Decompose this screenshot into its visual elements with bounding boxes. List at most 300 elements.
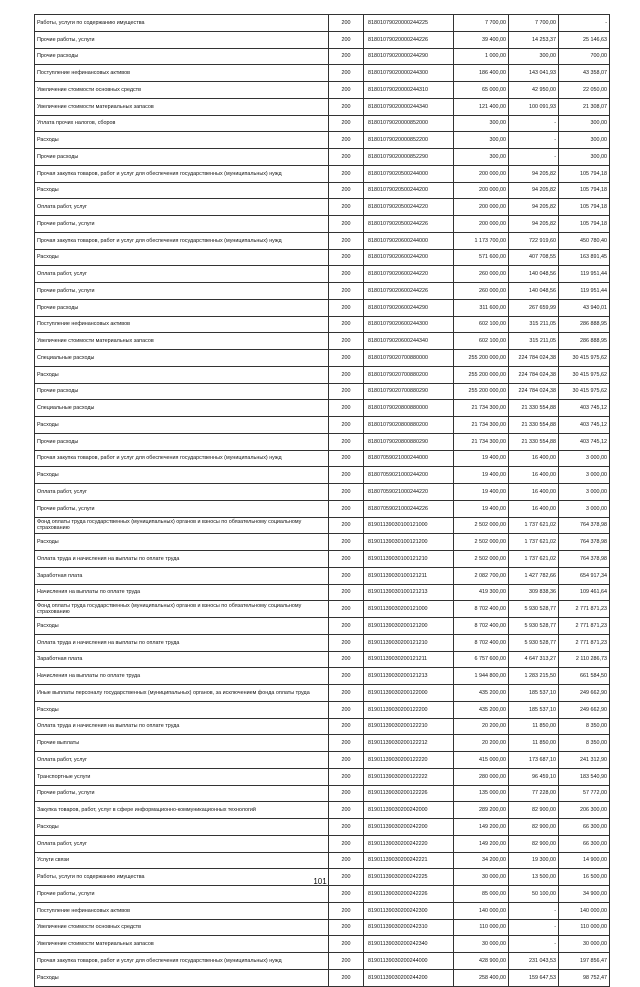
executed-amount-cell: 1 427 782,66 (509, 567, 559, 584)
unexecuted-amount-cell: 764 378,98 (559, 551, 610, 568)
unexecuted-amount-cell: 241 312,90 (559, 752, 610, 769)
row-name-cell: Услуги связи (35, 852, 329, 869)
row-name-cell: Прочие работы, услуги (35, 283, 329, 300)
table-row (35, 852, 610, 869)
approved-amount-cell: 415 000,00 (454, 752, 509, 769)
row-name-cell: Транспортные услуги (35, 768, 329, 785)
approved-amount-cell: 34 200,00 (454, 852, 509, 869)
row-name-cell: Работы, услуги по содержанию имущества (35, 15, 329, 32)
unexecuted-amount-cell: 3 000,00 (559, 467, 610, 484)
line-code-cell: 200 (329, 651, 364, 668)
line-code-cell: 200 (329, 199, 364, 216)
budget-code-cell: 81807059021000244200 (364, 467, 454, 484)
table-row (35, 283, 610, 300)
report-table-body (35, 15, 610, 987)
table-row (35, 500, 610, 517)
executed-amount-cell: 11 850,00 (509, 718, 559, 735)
budget-code-cell: 81901139030200242310 (364, 919, 454, 936)
approved-amount-cell: 435 200,00 (454, 685, 509, 702)
table-row (35, 886, 610, 903)
line-code-cell: 200 (329, 634, 364, 651)
approved-amount-cell: 255 200 000,00 (454, 383, 509, 400)
executed-amount-cell: 94 205,82 (509, 182, 559, 199)
row-name-cell: Поступление нефинансовых активов (35, 902, 329, 919)
budget-code-cell: 81801079020000244290 (364, 48, 454, 65)
executed-amount-cell: 16 400,00 (509, 484, 559, 501)
row-name-cell: Оплата работ, услуг (35, 266, 329, 283)
approved-amount-cell: 21 734 300,00 (454, 417, 509, 434)
unexecuted-amount-cell: 16 500,00 (559, 869, 610, 886)
line-code-cell: 200 (329, 567, 364, 584)
table-row (35, 65, 610, 82)
budget-code-cell: 81801079020800880200 (364, 417, 454, 434)
unexecuted-amount-cell: 30 000,00 (559, 936, 610, 953)
approved-amount-cell: 200 000,00 (454, 216, 509, 233)
table-row (35, 216, 610, 233)
table-row (35, 48, 610, 65)
budget-code-cell: 81901139030200242225 (364, 869, 454, 886)
table-row (35, 199, 610, 216)
budget-code-cell: 81901139030200244200 (364, 969, 454, 986)
approved-amount-cell: 2 502 000,00 (454, 517, 509, 534)
line-code-cell: 200 (329, 165, 364, 182)
line-code-cell: 200 (329, 350, 364, 367)
table-row (35, 835, 610, 852)
row-name-cell: Прочая закупка товаров, работ и услуг для обеспечения государственных (муниципальных) нужд (35, 165, 329, 182)
budget-code-cell: 81801079020600244220 (364, 266, 454, 283)
row-name-cell: Прочие работы, услуги (35, 785, 329, 802)
row-name-cell: Увеличение стоимости материальных запасов (35, 936, 329, 953)
budget-code-cell: 81901139030100121213 (364, 584, 454, 601)
row-name-cell: Начисления на выплаты по оплате труда (35, 584, 329, 601)
table-row (35, 785, 610, 802)
line-code-cell: 200 (329, 768, 364, 785)
line-code-cell: 200 (329, 835, 364, 852)
unexecuted-amount-cell: 43 358,07 (559, 65, 610, 82)
table-row (35, 819, 610, 836)
executed-amount-cell: - (509, 149, 559, 166)
budget-code-cell: 81801079020500244000 (364, 165, 454, 182)
unexecuted-amount-cell: 30 415 975,62 (559, 366, 610, 383)
unexecuted-amount-cell: 8 350,00 (559, 735, 610, 752)
executed-amount-cell: - (509, 115, 559, 132)
budget-code-cell: 81801079020500244220 (364, 199, 454, 216)
table-row (35, 232, 610, 249)
line-code-cell: 200 (329, 283, 364, 300)
row-name-cell: Специальные расходы (35, 350, 329, 367)
executed-amount-cell: 140 048,56 (509, 266, 559, 283)
line-code-cell: 200 (329, 400, 364, 417)
budget-code-cell: 81901139030200242000 (364, 802, 454, 819)
line-code-cell: 200 (329, 902, 364, 919)
approved-amount-cell: 19 400,00 (454, 467, 509, 484)
approved-amount-cell: 2 502 000,00 (454, 551, 509, 568)
budget-code-cell: 81801079020000852000 (364, 115, 454, 132)
table-row (35, 517, 610, 534)
approved-amount-cell: 65 000,00 (454, 82, 509, 99)
table-row (35, 752, 610, 769)
budget-code-cell: 81901139030200121211 (364, 651, 454, 668)
table-row (35, 266, 610, 283)
executed-amount-cell: - (509, 919, 559, 936)
approved-amount-cell: 435 200,00 (454, 701, 509, 718)
table-row (35, 802, 610, 819)
line-code-cell: 200 (329, 132, 364, 149)
approved-amount-cell: 20 200,00 (454, 718, 509, 735)
approved-amount-cell: 1 000,00 (454, 48, 509, 65)
line-code-cell: 200 (329, 601, 364, 618)
unexecuted-amount-cell: 206 300,00 (559, 802, 610, 819)
table-row (35, 366, 610, 383)
approved-amount-cell: 149 200,00 (454, 819, 509, 836)
unexecuted-amount-cell: 450 780,40 (559, 232, 610, 249)
unexecuted-amount-cell: 300,00 (559, 149, 610, 166)
unexecuted-amount-cell: 3 000,00 (559, 500, 610, 517)
approved-amount-cell: 280 000,00 (454, 768, 509, 785)
row-name-cell: Работы, услуги по содержанию имущества (35, 869, 329, 886)
budget-code-cell: 81901139030100121211 (364, 567, 454, 584)
unexecuted-amount-cell: 21 308,07 (559, 98, 610, 115)
row-name-cell: Прочие работы, услуги (35, 216, 329, 233)
table-row (35, 149, 610, 166)
approved-amount-cell: 428 900,00 (454, 953, 509, 970)
executed-amount-cell: 231 043,53 (509, 953, 559, 970)
row-name-cell: Расходы (35, 969, 329, 986)
executed-amount-cell: 1 737 621,02 (509, 517, 559, 534)
page-number: 101 (313, 877, 327, 886)
row-name-cell: Фонд оплаты труда государственных (муниципальных) органов и взносы по обязательному социальному страхованию (35, 517, 329, 534)
budget-code-cell: 81901139030200244000 (364, 953, 454, 970)
table-row (35, 400, 610, 417)
table-row (35, 115, 610, 132)
table-row (35, 668, 610, 685)
line-code-cell: 200 (329, 467, 364, 484)
line-code-cell: 200 (329, 819, 364, 836)
executed-amount-cell: 224 784 024,38 (509, 350, 559, 367)
executed-amount-cell: 407 708,55 (509, 249, 559, 266)
unexecuted-amount-cell: 764 378,98 (559, 517, 610, 534)
approved-amount-cell: 121 400,00 (454, 98, 509, 115)
row-name-cell: Прочие работы, услуги (35, 886, 329, 903)
unexecuted-amount-cell: 249 662,90 (559, 701, 610, 718)
row-name-cell: Расходы (35, 819, 329, 836)
executed-amount-cell: 21 330 554,88 (509, 433, 559, 450)
executed-amount-cell: 300,00 (509, 48, 559, 65)
line-code-cell: 200 (329, 869, 364, 886)
budget-code-cell: 81801079020600244340 (364, 333, 454, 350)
executed-amount-cell: 224 784 024,38 (509, 366, 559, 383)
approved-amount-cell: 19 400,00 (454, 484, 509, 501)
executed-amount-cell: 140 048,56 (509, 283, 559, 300)
line-code-cell: 200 (329, 618, 364, 635)
row-name-cell: Уплата прочих налогов, сборов (35, 115, 329, 132)
budget-code-cell: 81901139030100121210 (364, 551, 454, 568)
table-row (35, 467, 610, 484)
line-code-cell: 200 (329, 299, 364, 316)
budget-code-cell: 81801079020000244340 (364, 98, 454, 115)
budget-code-cell: 81901139030200121213 (364, 668, 454, 685)
table-row (35, 701, 610, 718)
table-row (35, 383, 610, 400)
budget-code-cell: 81801079020600244290 (364, 299, 454, 316)
unexecuted-amount-cell: 66 300,00 (559, 819, 610, 836)
approved-amount-cell: 255 200 000,00 (454, 350, 509, 367)
row-name-cell: Расходы (35, 417, 329, 434)
line-code-cell: 200 (329, 333, 364, 350)
table-row (35, 768, 610, 785)
executed-amount-cell: 722 919,60 (509, 232, 559, 249)
row-name-cell: Оплата работ, услуг (35, 835, 329, 852)
budget-code-cell: 81901139030200121200 (364, 618, 454, 635)
line-code-cell: 200 (329, 584, 364, 601)
row-name-cell: Фонд оплаты труда государственных (муниципальных) органов и взносы по обязательному социальному страхованию (35, 601, 329, 618)
line-code-cell: 200 (329, 31, 364, 48)
unexecuted-amount-cell: 30 415 975,62 (559, 350, 610, 367)
executed-amount-cell: 100 091,93 (509, 98, 559, 115)
table-row (35, 551, 610, 568)
approved-amount-cell: 186 400,00 (454, 65, 509, 82)
line-code-cell: 200 (329, 450, 364, 467)
approved-amount-cell: 8 702 400,00 (454, 601, 509, 618)
approved-amount-cell: 110 000,00 (454, 919, 509, 936)
approved-amount-cell: 149 200,00 (454, 835, 509, 852)
unexecuted-amount-cell: 286 888,95 (559, 316, 610, 333)
budget-code-cell: 81801079020000244300 (364, 65, 454, 82)
row-name-cell: Расходы (35, 249, 329, 266)
unexecuted-amount-cell: 300,00 (559, 132, 610, 149)
executed-amount-cell: - (509, 936, 559, 953)
table-row (35, 618, 610, 635)
executed-amount-cell: 4 647 313,27 (509, 651, 559, 668)
line-code-cell: 200 (329, 15, 364, 32)
budget-code-cell: 81901139030200242200 (364, 819, 454, 836)
unexecuted-amount-cell: 2 110 286,73 (559, 651, 610, 668)
approved-amount-cell: 1 944 800,00 (454, 668, 509, 685)
unexecuted-amount-cell: 57 772,00 (559, 785, 610, 802)
approved-amount-cell: 419 300,00 (454, 584, 509, 601)
line-code-cell: 200 (329, 685, 364, 702)
expenditure-report-table (34, 14, 610, 987)
executed-amount-cell: 16 400,00 (509, 450, 559, 467)
executed-amount-cell: 143 041,93 (509, 65, 559, 82)
budget-code-cell: 81801079020700880200 (364, 366, 454, 383)
unexecuted-amount-cell: 197 856,47 (559, 953, 610, 970)
executed-amount-cell: 42 950,00 (509, 82, 559, 99)
executed-amount-cell: 16 400,00 (509, 467, 559, 484)
unexecuted-amount-cell: 119 951,44 (559, 283, 610, 300)
unexecuted-amount-cell: 764 378,98 (559, 534, 610, 551)
budget-code-cell: 81901139030200242220 (364, 835, 454, 852)
line-code-cell: 200 (329, 182, 364, 199)
budget-code-cell: 81801079020600244000 (364, 232, 454, 249)
unexecuted-amount-cell: 105 794,18 (559, 216, 610, 233)
line-code-cell: 200 (329, 701, 364, 718)
table-row (35, 567, 610, 584)
unexecuted-amount-cell: 403 745,12 (559, 400, 610, 417)
line-code-cell: 200 (329, 551, 364, 568)
table-row (35, 31, 610, 48)
approved-amount-cell: 311 600,00 (454, 299, 509, 316)
executed-amount-cell: 50 100,00 (509, 886, 559, 903)
table-row (35, 651, 610, 668)
row-name-cell: Расходы (35, 701, 329, 718)
table-row (35, 969, 610, 986)
table-row (35, 417, 610, 434)
row-name-cell: Прочая закупка товаров, работ и услуг для обеспечения государственных (муниципальных) нужд (35, 232, 329, 249)
unexecuted-amount-cell: 700,00 (559, 48, 610, 65)
line-code-cell: 200 (329, 936, 364, 953)
executed-amount-cell: 173 687,10 (509, 752, 559, 769)
line-code-cell: 200 (329, 48, 364, 65)
row-name-cell: Расходы (35, 534, 329, 551)
unexecuted-amount-cell: 3 000,00 (559, 450, 610, 467)
row-name-cell: Прочая закупка товаров, работ и услуг для обеспечения государственных (муниципальных) нужд (35, 450, 329, 467)
row-name-cell: Прочие расходы (35, 149, 329, 166)
row-name-cell: Расходы (35, 182, 329, 199)
executed-amount-cell: 7 700,00 (509, 15, 559, 32)
budget-code-cell: 81801079020500244226 (364, 216, 454, 233)
row-name-cell: Оплата труда и начисления на выплаты по оплате труда (35, 551, 329, 568)
approved-amount-cell: 30 000,00 (454, 869, 509, 886)
executed-amount-cell: - (509, 132, 559, 149)
budget-code-cell: 81901139030200122212 (364, 735, 454, 752)
table-row (35, 433, 610, 450)
executed-amount-cell: 94 205,82 (509, 216, 559, 233)
approved-amount-cell: 200 000,00 (454, 165, 509, 182)
line-code-cell: 200 (329, 785, 364, 802)
line-code-cell: 200 (329, 852, 364, 869)
unexecuted-amount-cell: 2 771 871,23 (559, 634, 610, 651)
budget-code-cell: 81901139030100121200 (364, 534, 454, 551)
table-row (35, 98, 610, 115)
row-name-cell: Специальные расходы (35, 400, 329, 417)
approved-amount-cell: 135 000,00 (454, 785, 509, 802)
approved-amount-cell: 19 400,00 (454, 450, 509, 467)
budget-code-cell: 81801079020700880000 (364, 350, 454, 367)
budget-code-cell: 81807059021000244226 (364, 500, 454, 517)
row-name-cell: Начисления на выплаты по оплате труда (35, 668, 329, 685)
executed-amount-cell: 315 211,05 (509, 316, 559, 333)
budget-code-cell: 81901139030200121000 (364, 601, 454, 618)
table-row (35, 601, 610, 618)
budget-code-cell: 81801079020000852290 (364, 149, 454, 166)
budget-code-cell: 81901139030200242221 (364, 852, 454, 869)
budget-code-cell: 81801079020700880290 (364, 383, 454, 400)
table-row (35, 919, 610, 936)
executed-amount-cell: 224 784 024,38 (509, 383, 559, 400)
line-code-cell: 200 (329, 953, 364, 970)
row-name-cell: Увеличение стоимости основных средств (35, 82, 329, 99)
executed-amount-cell: 94 205,82 (509, 165, 559, 182)
unexecuted-amount-cell: 2 771 871,23 (559, 618, 610, 635)
budget-code-cell: 81901139030200122200 (364, 701, 454, 718)
line-code-cell: 200 (329, 484, 364, 501)
approved-amount-cell: 39 400,00 (454, 31, 509, 48)
executed-amount-cell: - (509, 902, 559, 919)
approved-amount-cell: 2 502 000,00 (454, 534, 509, 551)
budget-code-cell: 81901139030200242226 (364, 886, 454, 903)
budget-code-cell: 81801079020800880000 (364, 400, 454, 417)
executed-amount-cell: 82 900,00 (509, 835, 559, 852)
line-code-cell: 200 (329, 249, 364, 266)
executed-amount-cell: 185 537,10 (509, 701, 559, 718)
executed-amount-cell: 16 400,00 (509, 500, 559, 517)
unexecuted-amount-cell: 183 540,90 (559, 768, 610, 785)
unexecuted-amount-cell: 98 752,47 (559, 969, 610, 986)
row-name-cell: Прочие расходы (35, 433, 329, 450)
row-name-cell: Прочие расходы (35, 48, 329, 65)
table-row (35, 15, 610, 32)
executed-amount-cell: 315 211,05 (509, 333, 559, 350)
approved-amount-cell: 571 600,00 (454, 249, 509, 266)
table-row (35, 484, 610, 501)
executed-amount-cell: 82 900,00 (509, 802, 559, 819)
unexecuted-amount-cell: 34 900,00 (559, 886, 610, 903)
row-name-cell: Расходы (35, 366, 329, 383)
budget-code-cell: 81901139030100121000 (364, 517, 454, 534)
executed-amount-cell: 5 930 528,77 (509, 601, 559, 618)
unexecuted-amount-cell: 14 900,00 (559, 852, 610, 869)
line-code-cell: 200 (329, 366, 364, 383)
line-code-cell: 200 (329, 969, 364, 986)
budget-code-cell: 81801079020000244225 (364, 15, 454, 32)
table-row (35, 936, 610, 953)
row-name-cell: Расходы (35, 618, 329, 635)
approved-amount-cell: 7 700,00 (454, 15, 509, 32)
row-name-cell: Иные выплаты персоналу государственных (муниципальных) органов, за исключением фонда оплаты труда (35, 685, 329, 702)
row-name-cell: Поступление нефинансовых активов (35, 316, 329, 333)
line-code-cell: 200 (329, 316, 364, 333)
row-name-cell: Прочие расходы (35, 299, 329, 316)
table-row (35, 534, 610, 551)
budget-code-cell: 81901139030200122000 (364, 685, 454, 702)
row-name-cell: Увеличение стоимости материальных запасов (35, 98, 329, 115)
executed-amount-cell: 14 253,37 (509, 31, 559, 48)
approved-amount-cell: 21 734 300,00 (454, 433, 509, 450)
budget-code-cell: 81801079020000852200 (364, 132, 454, 149)
approved-amount-cell: 30 000,00 (454, 936, 509, 953)
executed-amount-cell: 21 330 554,88 (509, 417, 559, 434)
executed-amount-cell: 185 537,10 (509, 685, 559, 702)
unexecuted-amount-cell: 140 000,00 (559, 902, 610, 919)
budget-code-cell: 81801079020000244226 (364, 31, 454, 48)
row-name-cell: Оплата работ, услуг (35, 484, 329, 501)
budget-code-cell: 81807059021000244000 (364, 450, 454, 467)
approved-amount-cell: 602 100,00 (454, 316, 509, 333)
approved-amount-cell: 602 100,00 (454, 333, 509, 350)
row-name-cell: Оплата труда и начисления на выплаты по оплате труда (35, 718, 329, 735)
line-code-cell: 200 (329, 216, 364, 233)
unexecuted-amount-cell: 249 662,90 (559, 685, 610, 702)
approved-amount-cell: 300,00 (454, 149, 509, 166)
budget-code-cell: 81901139030200122210 (364, 718, 454, 735)
table-row (35, 165, 610, 182)
table-row (35, 450, 610, 467)
line-code-cell: 200 (329, 886, 364, 903)
line-code-cell: 200 (329, 668, 364, 685)
row-name-cell: Прочие расходы (35, 383, 329, 400)
approved-amount-cell: 260 000,00 (454, 266, 509, 283)
row-name-cell: Прочие работы, услуги (35, 500, 329, 517)
approved-amount-cell: 289 200,00 (454, 802, 509, 819)
line-code-cell: 200 (329, 98, 364, 115)
unexecuted-amount-cell: 105 794,18 (559, 199, 610, 216)
approved-amount-cell: 255 200 000,00 (454, 366, 509, 383)
unexecuted-amount-cell: 403 745,12 (559, 417, 610, 434)
approved-amount-cell: 2 082 700,00 (454, 567, 509, 584)
executed-amount-cell: 77 228,00 (509, 785, 559, 802)
table-row (35, 634, 610, 651)
